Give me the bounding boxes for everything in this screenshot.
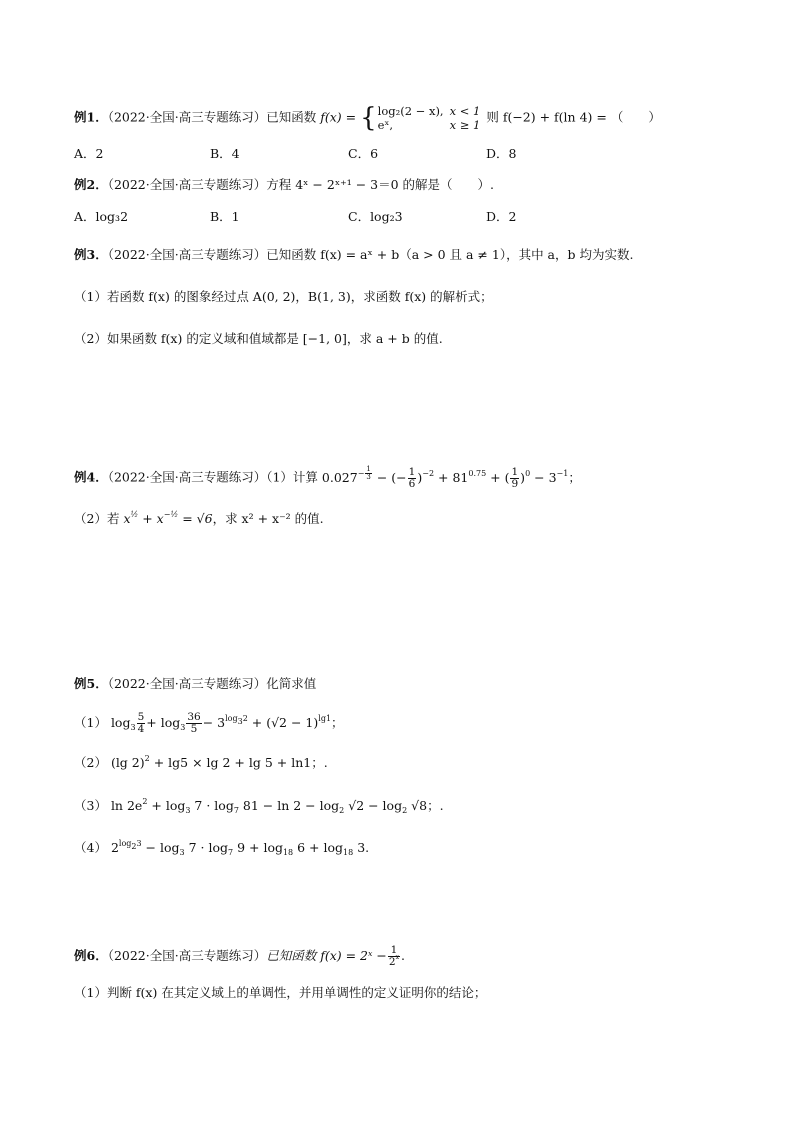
example-5-item-3-label: （3）: [74, 798, 107, 813]
piecewise-brace: {: [360, 103, 377, 133]
example-6-question-1: （1）判断 f(x) 在其定义域上的单调性，并用单调性的定义证明你的结论；: [74, 985, 487, 1000]
example-2-stem: [74, 176, 494, 194]
example-3-label: 例3．: [74, 247, 108, 262]
example-6-pre: 已知函数 f(x) = 2ˣ −: [266, 948, 387, 963]
example-1-function: f(x) =: [320, 109, 357, 125]
example-6-source: （2022·全国·高三专题练习）: [107, 948, 267, 963]
example-5-item-4: [74, 839, 369, 857]
example-4-q2-pre: （2）若: [74, 511, 120, 526]
example-6-label: 例6．: [74, 948, 108, 963]
example-3-question-2: （2）如果函数 f(x) 的定义域和值域都是 [−1, 0]，求 a + b 的值.: [74, 331, 443, 346]
condition-2: x ≥ 1: [449, 118, 481, 132]
example-1-stem: [74, 104, 661, 132]
example-1-source: （2022·全国·高三专题练习）: [107, 109, 267, 125]
example-5-expression-3: $\ln 2e^2 + \log_3 7 \cdot \log_7 81 - \ln 2 - \log_2 √2 - \log_2 √8$；.: [110, 797, 444, 815]
example-4-condition: $x^{\frac{1}{2}} + x^{-\frac{1}{2}} = √6$: [123, 510, 213, 526]
case-1: log₂(2 − x),: [377, 104, 444, 118]
example-1-post: 则 f(−2) + f(ln 4) = （ ）: [486, 109, 661, 125]
example-1-pre: 已知函数: [266, 109, 317, 125]
example-5-expression-2: (lg 2)$^2$ + lg5 × lg 2 + lg 5 + ln1；.: [110, 754, 328, 770]
example-1-label: 例1．: [74, 109, 108, 125]
example-5-source: （2022·全国·高三专题练习）: [107, 676, 267, 691]
example-4-source: （2022·全国·高三专题练习）: [107, 469, 267, 485]
example-3-stem: [74, 246, 633, 264]
example-1-option-c[interactable]: C．6: [348, 146, 379, 161]
example-6-stem: 例6．（2022·全国·高三专题练习）已知函数 f(x) = 2ˣ − $\frac{1}{2^x}$ .: [74, 944, 405, 968]
example-1-option-d[interactable]: D．8: [486, 146, 517, 161]
example-4-expression-1: $0.027^{- \frac{1}{3}}$ − (− $\frac{1}{6}$ )$^{-2} + 81^{0.75}$ + ( $\frac{1}{9}$ )$^0 - 3^{-1}$；: [321, 465, 581, 490]
example-5-item-4-label: （4）: [74, 840, 107, 855]
example-3-question-1: （1）若函数 f(x) 的图象经过点 A(0, 2)，B(1, 3)，求函数 f(x) 的解析式；: [74, 289, 493, 304]
condition-1: x < 1: [449, 104, 481, 118]
example-4-question-1: [74, 466, 581, 490]
example-1-option-b[interactable]: B．4: [210, 146, 240, 161]
example-2-option-a[interactable]: A．log₃2: [74, 209, 129, 224]
example-2-label: 例2．: [74, 177, 108, 192]
example-4-q2-post: ，求 x² + x⁻² 的值.: [212, 511, 324, 526]
example-5-item-2: [74, 754, 328, 772]
example-4-q1-pre: （1）计算: [266, 469, 318, 485]
example-2-option-b[interactable]: B．1: [210, 209, 240, 224]
example-2-source: （2022·全国·高三专题练习）: [107, 177, 267, 192]
example-2-text: 方程 4ˣ − 2ˣ⁺¹ − 3＝0 的解是（ ）.: [266, 177, 494, 192]
example-5-stem: [74, 675, 316, 693]
example-5-text: 化简求值: [266, 676, 317, 691]
example-5-item-1-label: （1）: [74, 715, 107, 730]
example-5-expression-1: $\log_3$ $\frac{5}{4}$ + $\log_3$ $\frac{36}{5}$ − $3^{log_32} + (√2 - 1)^{lg1}$；: [110, 711, 344, 735]
example-1-option-a[interactable]: A．2: [74, 146, 104, 161]
example-4-question-2: [74, 510, 324, 528]
example-5-item-1: [74, 712, 344, 735]
example-2-option-d[interactable]: D．2: [486, 209, 517, 224]
example-5-expression-4: $2^{log_23} - \log_3 7 \cdot \log_7 9 + \log_{18} 6 + \log_{18} 3$.: [110, 839, 370, 857]
example-5-item-3: [74, 797, 444, 815]
example-3-text: 已知函数 f(x) = aˣ + b（a > 0 且 a ≠ 1），其中 a，b 均为实数.: [266, 247, 634, 262]
piecewise-cases: [378, 104, 487, 132]
example-5-item-2-label: （2）: [74, 755, 107, 770]
example-6-fraction: $\frac{1}{2^x}$: [388, 944, 399, 968]
case-2: eˣ,: [377, 118, 393, 132]
example-2-option-c[interactable]: C．log₂3: [348, 209, 403, 224]
example-3-source: （2022·全国·高三专题练习）: [107, 247, 267, 262]
example-5-label: 例5．: [74, 676, 108, 691]
example-4-label: 例4．: [74, 469, 108, 485]
